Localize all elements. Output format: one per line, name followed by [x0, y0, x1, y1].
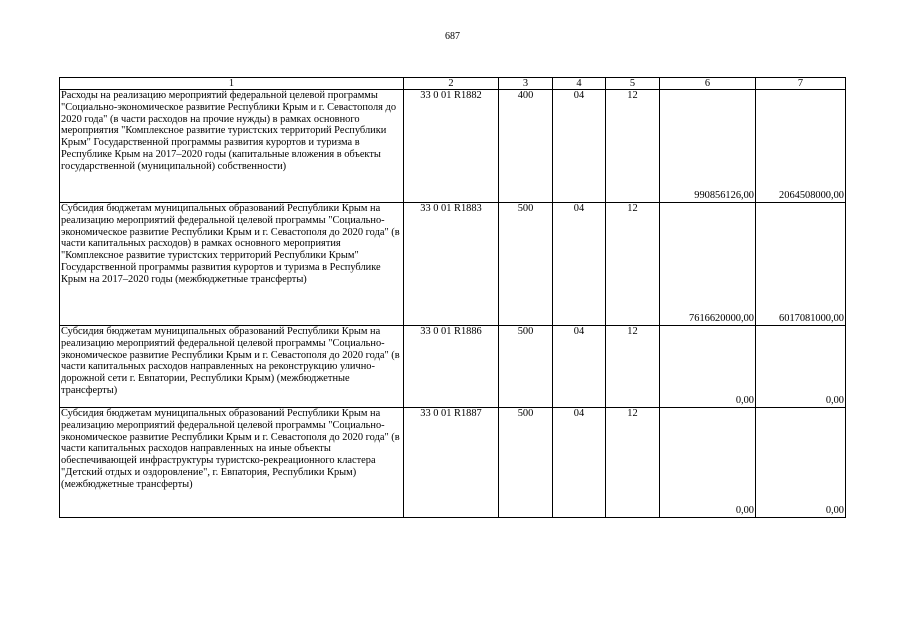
row-target-code: 33 0 01 R1882 — [404, 90, 499, 203]
row-description: Субсидия бюджетам муниципальных образований Республики Крым на реализацию мероприятий федеральной целевой программы "Социально-экономическое развитие Республики Крым и г. Севастополя до 2020 года" (в части капитальных расходов направленных на реконструкцию улично-дорожной сети г. Евпатории, Республики Крым) (межбюджетные трансферты) — [60, 326, 404, 408]
row-subsection: 12 — [606, 203, 660, 326]
table-row — [60, 326, 846, 408]
budget-table — [59, 77, 846, 518]
row-subsection: 12 — [606, 90, 660, 203]
row-section: 04 — [553, 203, 606, 326]
table-row — [60, 90, 846, 203]
row-section: 04 — [553, 90, 606, 203]
row-amount-1: 0,00 — [660, 408, 756, 518]
row-target-code: 33 0 01 R1886 — [404, 326, 499, 408]
row-amount-2: 6017081000,00 — [756, 203, 846, 326]
row-expense-type: 500 — [499, 326, 553, 408]
row-subsection: 12 — [606, 326, 660, 408]
row-expense-type: 500 — [499, 408, 553, 518]
row-target-code: 33 0 01 R1887 — [404, 408, 499, 518]
column-header: 1 — [60, 78, 404, 90]
row-amount-1: 990856126,00 — [660, 90, 756, 203]
row-expense-type: 500 — [499, 203, 553, 326]
column-header: 6 — [660, 78, 756, 90]
table-row — [60, 408, 846, 518]
column-header: 5 — [606, 78, 660, 90]
row-description: Субсидия бюджетам муниципальных образований Республики Крым на реализацию мероприятий федеральной целевой программы "Социально-экономическое развитие Республики Крым и г. Севастополя до 2020 года" (в части капитальных расходов) в рамках основного мероприятия "Комплексное развитие туристских территорий Республики Крым" Государственной программы развития курортов и туризма в Республике Крым на 2017–2020 годы (межбюджетные трансферты) — [60, 203, 404, 326]
column-header: 2 — [404, 78, 499, 90]
page-number: 687 — [445, 31, 460, 42]
column-header: 4 — [553, 78, 606, 90]
row-description: Расходы на реализацию мероприятий федеральной целевой программы "Социально-экономическое развитие Республики Крым и г. Севастополя до 2020 года" (в части расходов на прочие нужды) в рамках основного мероприятия "Комплексное развитие туристских территорий Республики Крым" Государственной программы развития курортов и туризма в Республике Крым на 2017–2020 годы (капитальные вложения в объекты государственной (муниципальной) собственности) — [60, 90, 404, 203]
column-header: 3 — [499, 78, 553, 90]
column-header: 7 — [756, 78, 846, 90]
row-amount-2: 0,00 — [756, 326, 846, 408]
row-section: 04 — [553, 326, 606, 408]
table-header-row — [60, 78, 846, 90]
row-subsection: 12 — [606, 408, 660, 518]
table-row — [60, 203, 846, 326]
row-target-code: 33 0 01 R1883 — [404, 203, 499, 326]
row-amount-1: 0,00 — [660, 326, 756, 408]
row-description: Субсидия бюджетам муниципальных образований Республики Крым на реализацию мероприятий федеральной целевой программы "Социально-экономическое развитие Республики Крым и г. Севастополя до 2020 года" (в части капитальных расходов направленных на иные объекты обеспечивающей инфраструктуры туристско-рекреационного кластера "Детский отдых и оздоровление", г. Евпатория, Республики Крым) (межбюджетные трансферты) — [60, 408, 404, 518]
row-amount-1: 7616620000,00 — [660, 203, 756, 326]
row-expense-type: 400 — [499, 90, 553, 203]
row-amount-2: 0,00 — [756, 408, 846, 518]
row-section: 04 — [553, 408, 606, 518]
row-amount-2: 2064508000,00 — [756, 90, 846, 203]
